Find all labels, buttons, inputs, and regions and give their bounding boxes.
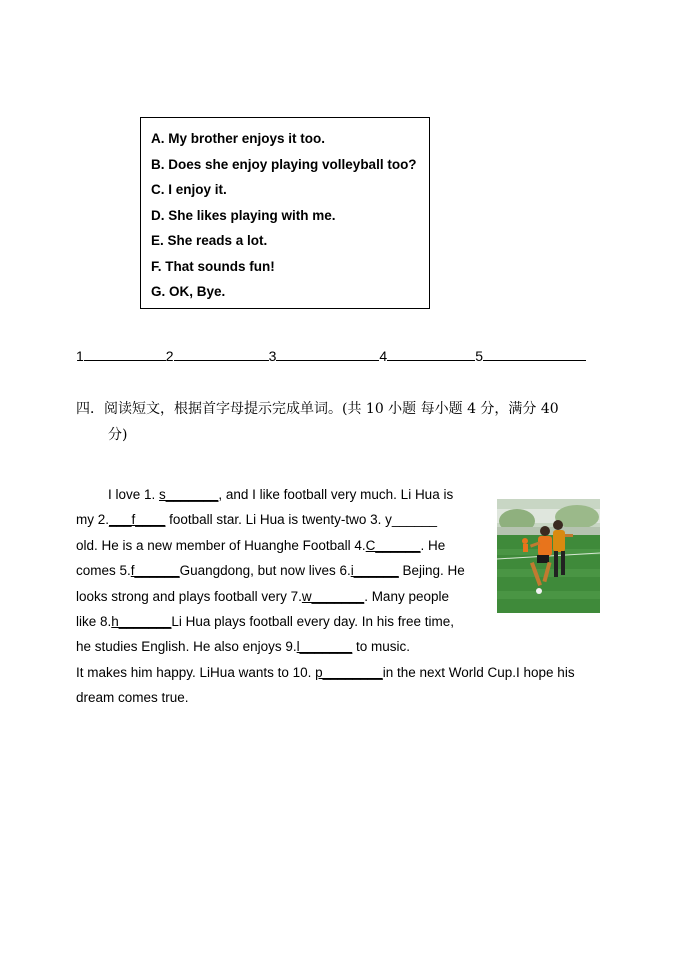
option-a: A. My brother enjoys it too.: [151, 131, 326, 146]
option-g: G. OK, Bye.: [151, 284, 226, 299]
blank-10[interactable]: p________: [315, 664, 383, 680]
answer-number-3: 3: [268, 348, 277, 364]
blank-5[interactable]: f______: [130, 563, 180, 579]
section-title-line2: 分): [108, 427, 128, 443]
blank-4[interactable]: C______: [365, 537, 421, 553]
blank-9[interactable]: l_______: [296, 639, 353, 655]
answer-number-1: 1: [76, 348, 84, 364]
passage-line: dream comes true.: [76, 690, 189, 706]
passage-line: old. He is a new member of Huanghe Football 4.C______. He: [76, 537, 446, 553]
passage-line: looks strong and plays football very 7.w_______. Many people: [76, 588, 449, 604]
options-box: [140, 117, 430, 309]
passage-line: my 2.___f____ football star. Li Hua is twenty-two 3. y______: [76, 512, 437, 528]
answer-blank-1[interactable]: [84, 346, 166, 361]
section-title-line1: 四．阅读短文，根据首字母提示完成单词。(共 10 小题 每小题 4 分，满分 40: [76, 401, 559, 417]
answer-blank-4[interactable]: [387, 346, 475, 361]
blank-6[interactable]: i______: [350, 563, 399, 579]
option-d: D. She likes playing with me.: [151, 207, 336, 223]
passage-line: he studies English. He also enjoys 9.l_______ to music.: [76, 639, 410, 655]
football-photo: [497, 499, 600, 613]
passage-line: like 8.h_______Li Hua plays football every day. In his free time,: [76, 613, 454, 629]
answer-blank-5[interactable]: [483, 346, 586, 361]
section-title: [76, 396, 621, 448]
answer-number-4: 4: [379, 348, 388, 364]
answer-blank-3[interactable]: [276, 346, 379, 361]
answer-number-5: 5: [475, 348, 483, 364]
blank-1[interactable]: s_______: [159, 487, 219, 502]
answer-blank-2[interactable]: [174, 346, 269, 361]
blank-7[interactable]: w_______: [301, 588, 365, 604]
blank-8[interactable]: h_______: [111, 613, 172, 629]
option-b: B. Does she enjoy playing volleyball too?: [151, 156, 417, 172]
option-f: F. That sounds fun!: [151, 258, 275, 274]
passage-line: comes 5.f______Guangdong, but now lives 6.i______ Bejing. He: [76, 563, 465, 579]
option-e: E. She reads a lot.: [151, 233, 268, 248]
blank-2[interactable]: ___f____: [109, 512, 166, 528]
passage-line: I love 1. s_______, and I like football very much. Li Hua is: [108, 487, 454, 502]
answer-number-2: 2: [165, 348, 174, 364]
option-c: C. I enjoy it.: [151, 182, 227, 197]
passage-line: It makes him happy. LiHua wants to 10. p________in the next World Cup.I hope his: [76, 664, 575, 680]
answer-blanks: [76, 346, 586, 364]
